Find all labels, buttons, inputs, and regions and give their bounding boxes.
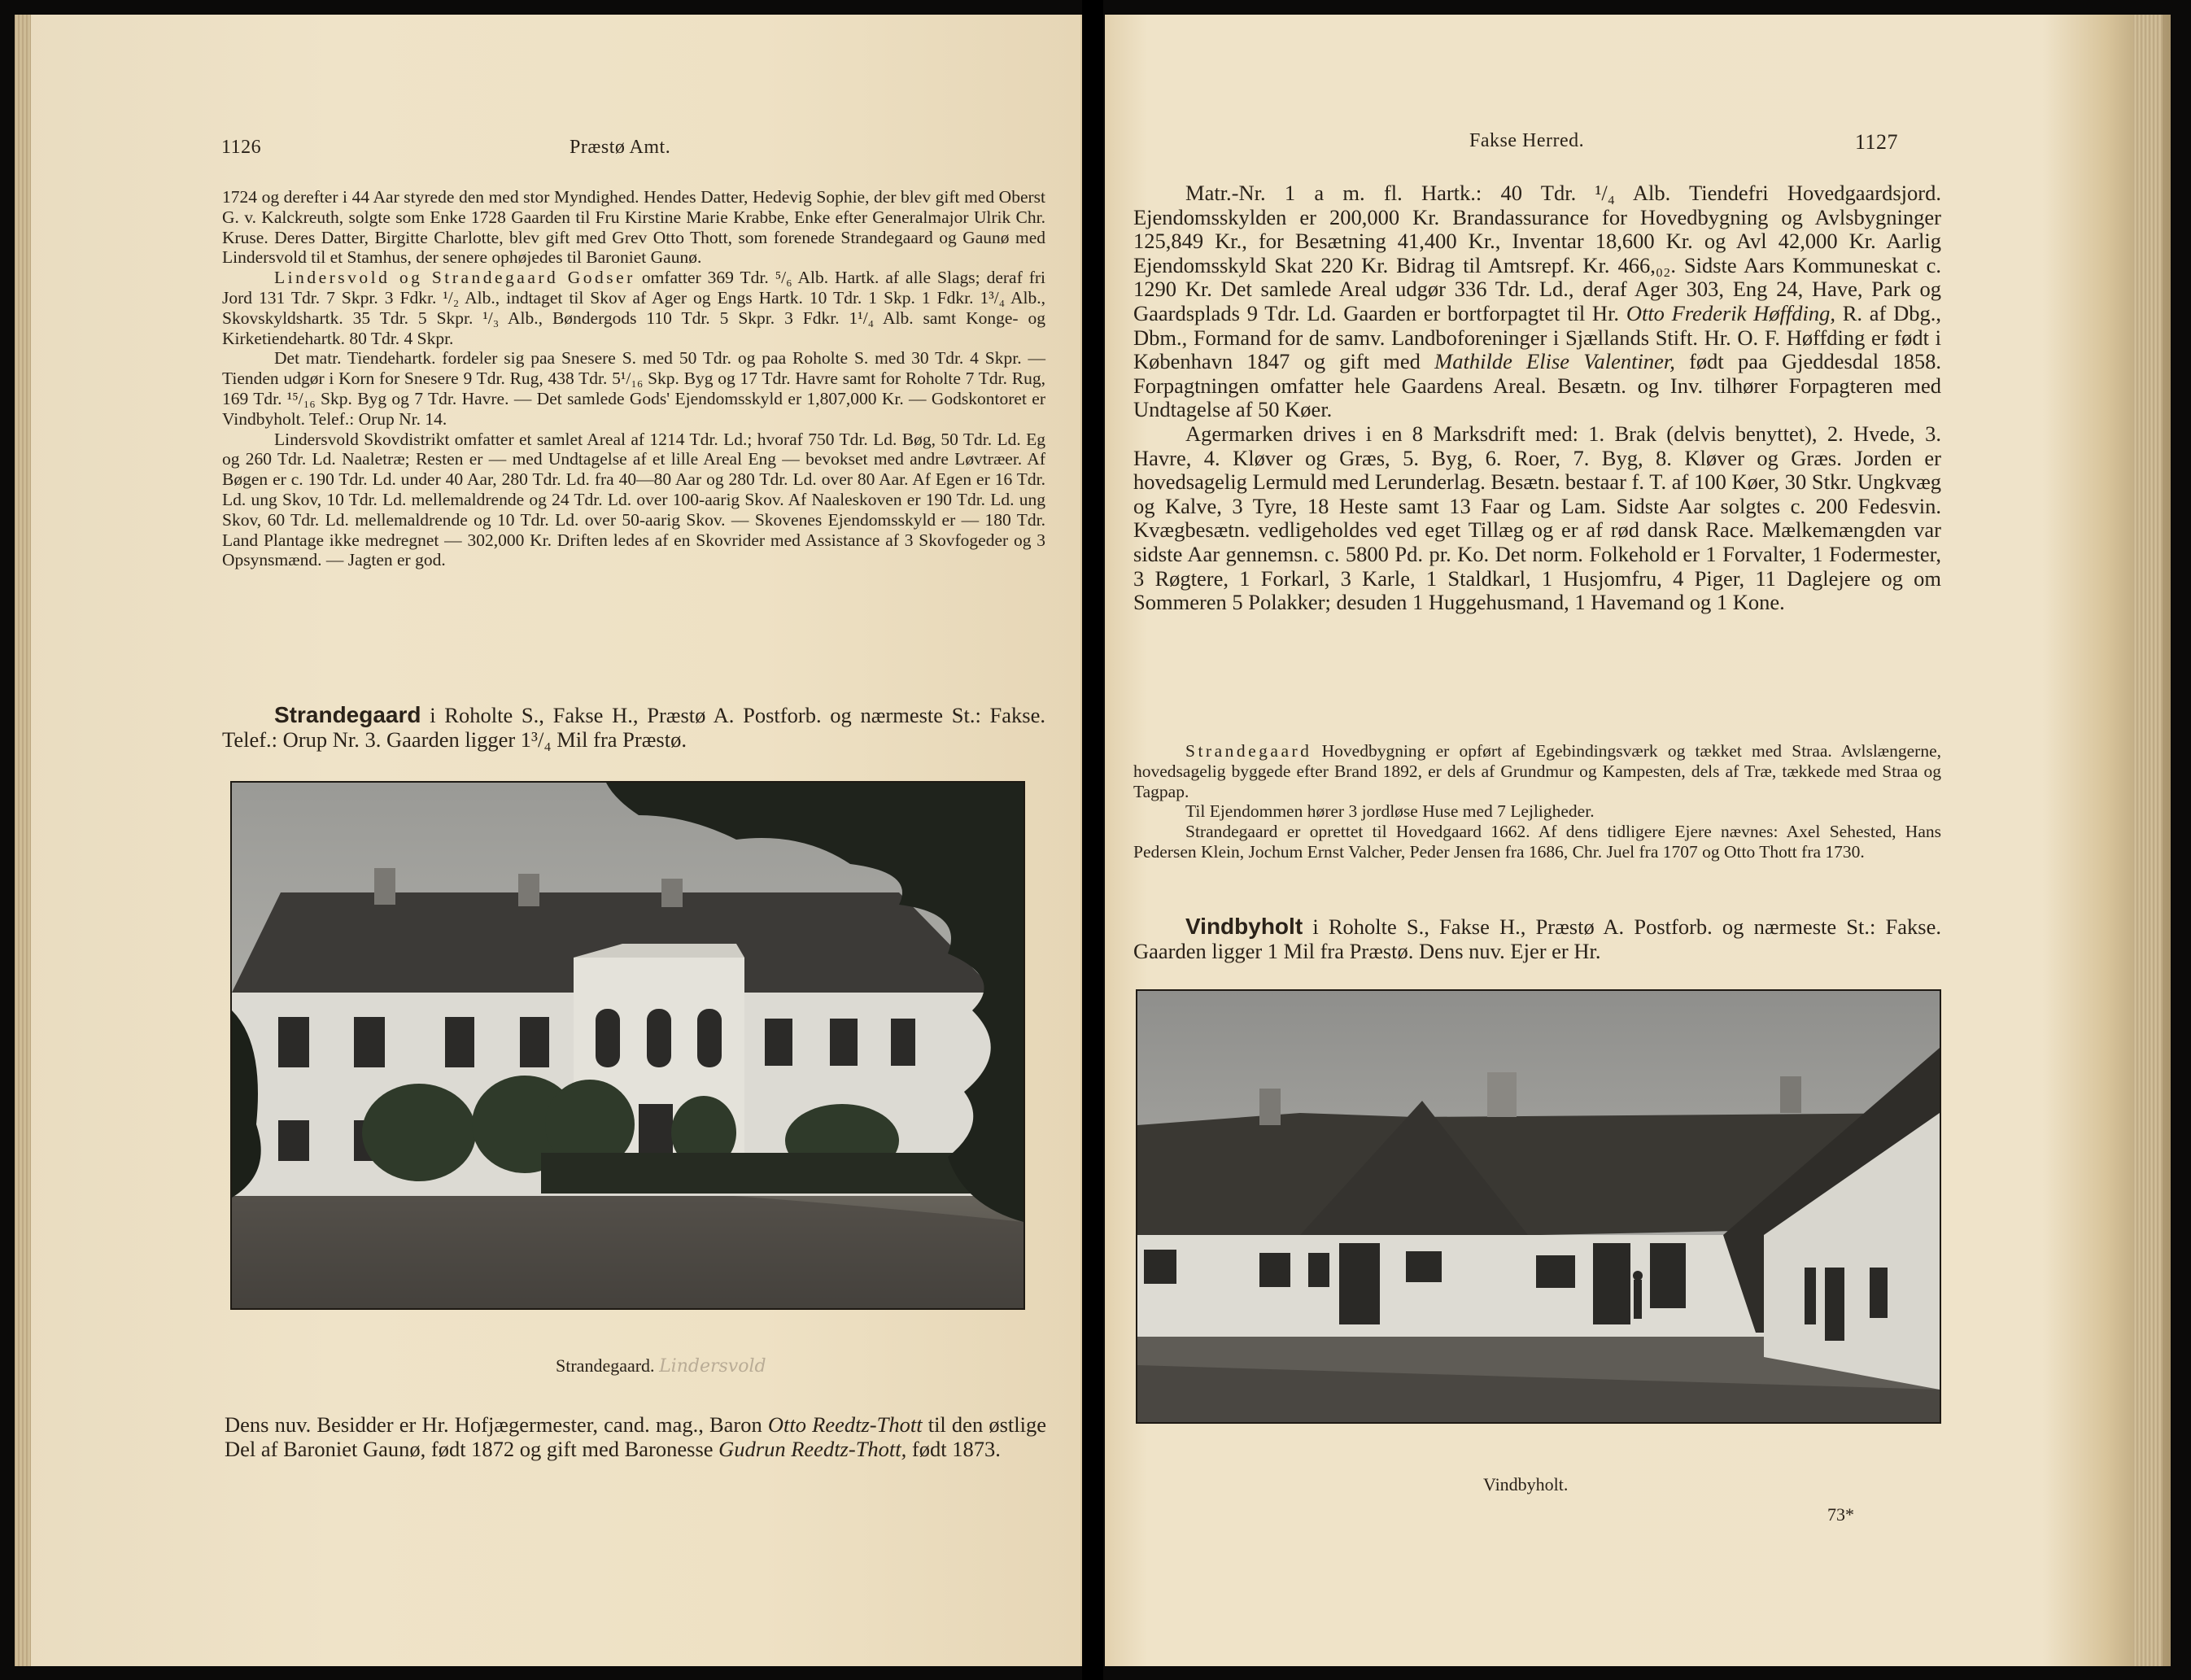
owner-name: Otto Reedtz-Thott — [767, 1412, 923, 1437]
entry-strandegaard — [222, 703, 1045, 752]
paragraph: 1724 og derefter i 44 Aar styrede den med stor Myndighed. Hendes Datter, Hedevig Sophie, der blev gift med Oberst G. v. Kalckreuth, solgte som Enke 1728 Gaarden til Fru Kirstine Marie Krabbe, Enke efter Generalmajor Ulrik Chr. Kruse. Deres Datter, Birgitte Charlotte, blev gift med Grev Otto Thott, som forenede Strandegaard og Gaunø med Lindersvold til et Stamhus, der senere ophøjedes til Baroniet Gaunø. — [222, 187, 1045, 268]
photo-caption: Vindbyholt. — [1483, 1474, 1569, 1495]
paragraph — [1133, 181, 1941, 422]
text: Dens nuv. Besidder er Hr. Hofjægermester, cand. mag., Baron — [225, 1412, 762, 1437]
pencil-annotation: Lindersvold — [659, 1356, 766, 1377]
entry-text: i Roholte S., Fakse H., Præstø A. Postforb. og nærmeste St.: Fakse. Gaarden ligger 1 Mil fra Præstø. Dens nuv. Ejer er Hr. — [1133, 914, 1941, 963]
manor-house-image — [232, 783, 1023, 1308]
entry-heading: Strandegaard — [274, 702, 421, 727]
running-head: Fakse Herred. — [1469, 130, 1585, 151]
paragraph — [225, 1413, 1046, 1461]
paragraph — [222, 703, 1045, 752]
book-binding — [1082, 0, 1103, 1680]
paragraph-text: omfatter 369 Tdr. ⁵/₆ Alb. Hartk. af alle Slags; deraf fri Jord 131 Tdr. 7 Skpr. 3 Fdkr. ¹/₂ Alb., indtaget til Skov af Ager og Engs Hartk. 10 Tdr. 1 Skp. 1 Fdkr. 1³/₄ Alb., Skovskyldshartk. 35 Tdr. 5 Skpr. ¹/₃ Alb., Bøndergods 110 Tdr. 5 Skpr. 3 Fdkr. 1¹/₄ Alb. samt Konge- og Kirketiendehartk. 80 Tdr. 4 Skpr. — [222, 268, 1046, 348]
paragraph — [1133, 741, 1941, 801]
owner-paragraph — [225, 1413, 1046, 1461]
text: til den østlige Del af Baroniet Gaunø, født 1872 og gift med Baronesse — [225, 1412, 1046, 1461]
tenant-name: Otto Frederik Høffding, — [1626, 300, 1835, 325]
page-number: 1127 — [1855, 130, 1899, 154]
left-page — [15, 15, 1087, 1666]
paragraph: Strandegaard er oprettet til Hovedgaard 1662. Af dens tidligere Ejere nævnes: Axel Sehested, Hans Pedersen Klein, Jochum Ernst Valcher, Peder Jensen fra 1686, Chr. Juel fra 1707 og Otto Thott fra 1730. — [1133, 822, 1941, 862]
text: født paa Gjeddesdal 1858. Forpagtningen omfatter hele Gaardens Areal. Besætn. og Inv. tilhører Forpagteren med Undtagelse af 50 Køer. — [1133, 349, 1942, 422]
page-edge — [15, 15, 31, 1666]
photo-caption — [556, 1355, 766, 1377]
entry-text: i Roholte S., Fakse H., Præstø A. Postforb. og nærmeste St.: Fakse. Telef.: Orup Nr. 3. Gaarden ligger 1³/₄ Mil fra Præstø. — [222, 703, 1046, 752]
page-edge — [2133, 15, 2163, 1666]
paragraph: Agermarken drives i en 8 Marksdrift med: 1. Brak (delvis benyttet), 2. Hvede, 3. Havre, 4. Kløver og Græs, 5. Byg, 6. Roer, 7. Byg, 8. Kløver og Græs. Jorden er hovedsagelig Lermuld med Lerunderlag. Besætn. bestaar f. T. af 100 Køer, 30 Stkr. Ungkvæg og Kalve, 3 Tyre, 18 Heste samt 13 Faar og Lam. Sidste Aar solgtes c. 200 Fedesvin. Kvægbesætn. vedligeholdes ved eget Tillæg og er af rød dansk Race. Mælkemængden var sidste Aar gennemsn. c. 5800 Pd. pr. Ko. Det norm. Folkehold er 1 Forvalter, 1 Fodermester, 3 Røgtere, 1 Forkarl, 3 Karle, 1 Staldkarl, 1 Husjomfru, 4 Piger, 11 Daglejere og om Sommeren 5 Polakker; desuden 1 Huggehusmand, 1 Havemand og 1 Kone. — [1133, 421, 1941, 615]
caption-text: Strandegaard. — [556, 1355, 655, 1376]
photo-strandegaard — [230, 781, 1025, 1310]
small-print-section — [1133, 741, 1941, 862]
spaced-heading: Strandegaard — [1185, 741, 1312, 761]
entry-vindbyholt — [1133, 914, 1941, 963]
text: Hovedbygning er opført af Egebindingsværk og tækket med Straa. Avlslængerne, hovedsagelig byggede efter Brand 1892, er dels af Grundmur og Kampesten, dels af Træ, tækkede med Straa og Tagpap. — [1133, 741, 1941, 801]
photo-vindbyholt — [1136, 989, 1941, 1424]
main-section — [1133, 181, 1941, 615]
signature-mark: 73* — [1827, 1504, 1854, 1525]
paragraph: Til Ejendommen hører 3 jordløse Huse med 7 Lejligheder. — [1185, 801, 1595, 822]
paragraph — [222, 268, 1045, 348]
paragraph: Det matr. Tiendehartk. fordeler sig paa Snesere S. med 50 Tdr. og paa Roholte S. med 30 Tdr. 4 Skpr. — Tienden udgør i Korn for Snesere 9 Tdr. Rug, 438 Tdr. 5¹/₁₆ Skp. Byg og 17 Tdr. Havre samt for Roholte 7 Tdr. Rug, 169 Tdr. ¹⁵/₁₆ Skp. Byg og 7 Tdr. Havre. — Det samlede Gods' Ejendomsskyld er 1,807,000 Kr. — Godskontoret er Vindbyholt. Telef.: Orup Nr. 14. — [222, 348, 1045, 429]
farmhouse-image — [1137, 991, 1940, 1422]
paragraph: Lindersvold Skovdistrikt omfatter et samlet Areal af 1214 Tdr. Ld.; hvoraf 750 Tdr. Ld. Bøg, 50 Tdr. Ld. Eg og 260 Tdr. Ld. Naaletræ; Resten er — med Undtagelse af et lille Areal Eng — bevokset med andre Løvtræer. Af Bøgen er c. 190 Tdr. Ld. under 40 Aar, 280 Tdr. Ld. fra 40—80 Aar og 280 Tdr. Ld. over 80 Aar. Af Egen er 16 Tdr. Ld. ung Skov, 10 Tdr. Ld. mellemaldrende og 24 Tdr. Ld. over 100-aarig Skov. Af Naaleskoven er 190 Tdr. Ld. ung Skov, 60 Tdr. Ld. mellemaldrende og 10 Tdr. Ld. over 50-aarig Skov. — Skovenes Ejendomsskyld er — 180 Tdr. Land Plantage ikke medregnet — 302,000 Kr. Driften ledes af en Skovrider med Assistance af 3 Skovfogeder og 3 Opsynsmænd. — Jagten er god. — [222, 429, 1045, 570]
right-page — [1105, 15, 2171, 1666]
entry-heading: Vindbyholt — [1185, 914, 1303, 939]
page-number: 1126 — [221, 137, 262, 158]
small-print-section — [222, 187, 1045, 570]
spouse-name: Mathilde Elise Valentiner, — [1434, 349, 1675, 374]
spaced-heading: Lindersvold og Strandegaard Godser — [274, 268, 635, 288]
text: R. af Dbg., Dbm., Formand for de samv. Landboforeninger i Sjællands Stift. Hr. O. F. Høffding er født i København 1847 og gift med — [1133, 300, 1942, 374]
text: født 1873. — [911, 1436, 1001, 1461]
running-head: Præstø Amt. — [570, 137, 671, 158]
paragraph — [1133, 914, 1941, 963]
spouse-name: Gudrun Reedtz-Thott, — [718, 1436, 907, 1461]
text: Matr.-Nr. 1 a m. fl. Hartk.: 40 Tdr. ¹/₄ Alb. Tiendefri Hovedgaardsjord. Ejendomsskylden er 200,000 Kr. Brandassurance for Hovedbygning og Avlsbygninger 125,849 Kr., for Besætning 41,400 Kr., Inventar 18,600 Kr. og Avl 42,000 Kr. Aarlig Ejendomsskyld Skat 220 Kr. Bidrag til Amtsrepf. Kr. 466,₀₂. Sidste Aars Kommuneskat c. 1290 Kr. Det samlede Areal udgør 336 Tdr. Ld., deraf Ager 303, Eng 24, Have, Park og Gaardsplads 9 Tdr. Ld. Gaarden er bortforpagtet til Hr. — [1133, 181, 1941, 325]
